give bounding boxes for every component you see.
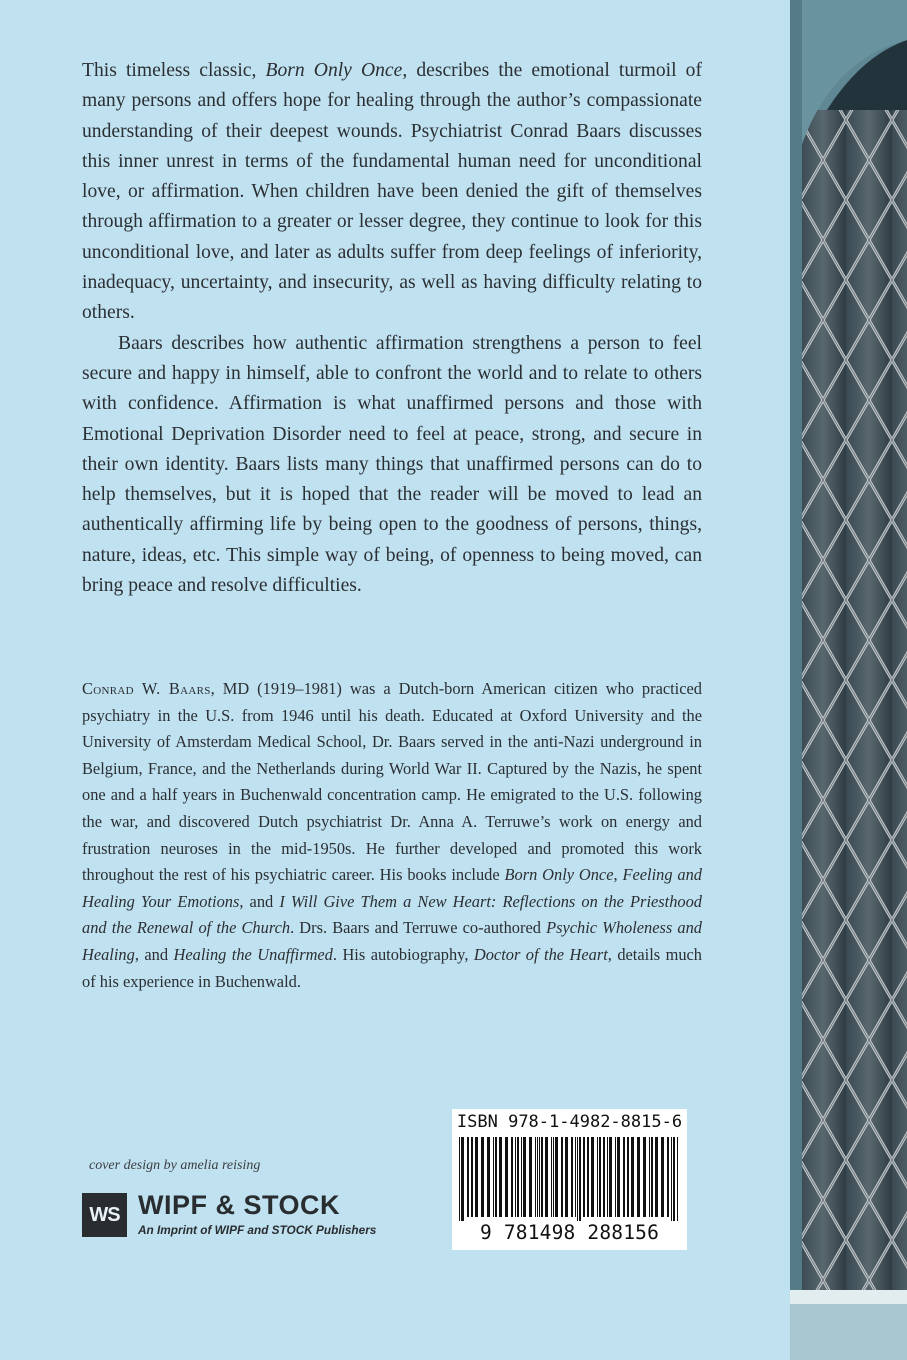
blurb-paragraph-2: Baars describes how authentic affirmation strengthens a person to feel secure and happy in himself, able to confront the world and to relate to others with confidence. Affirmation is what unaffirmed persons and those with Emotional Deprivation Disorder need to feel at peace, strong, and secure in their own identity. Baars lists many things that unaffirmed persons can do to help themselves, but it is hoped that the reader will be moved to lead an authentically affirming life by being open to the goodness of persons, things, nature, ideas, etc. This simple way of being, of openness to being moved, can bring peace and resolve difficulties.: [82, 332, 702, 597]
blurb-text: This timeless classic,: [82, 60, 266, 81]
barcode-bar: [551, 1137, 552, 1217]
barcode-bar: [599, 1137, 601, 1217]
blurb-paragraph-1: [82, 56, 702, 329]
isbn-label: ISBN 978-1-4982-8815-6: [456, 1112, 683, 1132]
barcode-bar: [487, 1137, 490, 1217]
barcode-bar: [661, 1137, 664, 1217]
publisher-logo-icon: WS: [82, 1193, 127, 1237]
barcode-bar: [459, 1137, 460, 1221]
barcode-bar: [561, 1137, 563, 1217]
barcode-bar: [523, 1137, 526, 1217]
barcode-bar: [511, 1137, 513, 1217]
book-title: Feeling and Healing Your Emotions: [82, 865, 702, 911]
blurb-text: , describes the emotional turmoil of many persons and offers hope for healing through the author’s compassionate understanding of their deepest wounds. Psychiatrist Conrad Baars discusses this inner unrest in terms of the fundamental human need for unconditional love, or affirmation. When children have been denied the gift of themselves through affirmation to a greater or lesser degree, they continue to look for this unconditional love, and later as adults suffer from deep feelings of inferiority, inadequacy, uncertainty, and insecurity, as well as having difficulty relating to others.: [82, 60, 702, 324]
barcode-bar: [615, 1137, 616, 1217]
barcode-bar: [649, 1137, 650, 1217]
bio-text: . Drs. Baars and Terruwe co-authored: [290, 918, 547, 938]
barcode-bar: [461, 1137, 464, 1221]
barcode-bar: [617, 1137, 620, 1217]
barcode-bar: [609, 1137, 612, 1217]
barcode-bar: [577, 1137, 578, 1221]
cover-design-credit: cover design by amelia reising: [89, 1158, 261, 1173]
barcode-bar: [537, 1137, 538, 1217]
barcode-bar: [627, 1137, 629, 1217]
barcode-bar: [475, 1137, 478, 1217]
barcode-bar: [499, 1137, 502, 1217]
blurb: [82, 56, 702, 601]
barcode-bar: [521, 1137, 522, 1217]
bio-text: . His autobiography,: [332, 944, 474, 964]
barcode-bar: [623, 1137, 625, 1217]
isbn-barcode: [452, 1109, 687, 1250]
bio-text: ,: [613, 865, 623, 885]
barcode-bar: [673, 1137, 675, 1221]
barcode-bar: [493, 1137, 494, 1217]
publisher-logo-block: [82, 1190, 422, 1250]
bio-text: , and: [134, 944, 174, 964]
barcode-bar: [587, 1137, 589, 1217]
barcode-bar: [529, 1137, 532, 1217]
barcode-bar: [575, 1137, 576, 1217]
barcode-bar: [583, 1137, 585, 1217]
book-title: Born Only Once: [504, 865, 614, 885]
bio-text: , MD (1919–1981) was a Dutch-born American citizen who practiced psychiatry in the U.S. from 1946 until his death. Educated at Oxford University and the University of Amsterdam Medical School, Dr. Baars served in the anti-Nazi underground in Belgium, France, and the Netherlands during World War II. Captured by the Nazis, he spent one and a half years in Buchenwald concentration camp. He emigrated to the U.S. following the war, and discovered Dutch psychiatrist Dr. Anna A. Terruwe’s work on energy and frustration neuroses in the mid-1950s. He further developed and promoted this work throughout the rest of his psychiatric career. His books include: [82, 679, 702, 885]
book-title: Born Only Once: [265, 60, 403, 81]
window-photo-image: [790, 0, 907, 1360]
barcode-bar: [597, 1137, 598, 1217]
barcode-bar: [677, 1137, 678, 1221]
barcode-bar: [505, 1137, 508, 1217]
barcode-bar: [495, 1137, 497, 1217]
book-title: Psychic Wholeness and Healing: [82, 918, 702, 964]
author-name: Conrad W. Baars: [82, 679, 211, 698]
barcode-bar: [607, 1137, 608, 1217]
barcode-bar: [517, 1137, 519, 1217]
barcode-bar: [671, 1137, 672, 1221]
barcode-bar: [545, 1137, 548, 1217]
book-title: Healing the Unaffirmed: [173, 944, 333, 964]
publisher-name: WIPF & STOCK: [138, 1190, 341, 1220]
barcode-bar: [579, 1137, 581, 1221]
barcode-bars: [457, 1137, 682, 1221]
bio-text: , details much of his experience in Buchenwald.: [82, 944, 703, 991]
barcode-bar: [591, 1137, 594, 1217]
barcode-bar: [535, 1137, 536, 1217]
barcode-bar: [481, 1137, 484, 1217]
author-bio-paragraph: [82, 676, 702, 995]
barcode-bar: [667, 1137, 669, 1217]
barcode-bar: [643, 1137, 646, 1217]
bio-text: , and: [239, 891, 280, 911]
barcode-bar: [553, 1137, 554, 1217]
barcode-bar: [467, 1137, 469, 1217]
barcode-bar: [555, 1137, 558, 1217]
barcode-bar: [515, 1137, 516, 1217]
publisher-imprint: An Imprint of WIPF and STOCK Publishers: [138, 1223, 377, 1237]
barcode-bar: [541, 1137, 543, 1217]
barcode-bar: [471, 1137, 473, 1217]
author-bio: [82, 676, 702, 995]
book-title: I Will Give Them a New Heart: Reflections on the Priesthood and the Renewal of the Church: [82, 891, 702, 938]
cover-photo-leaded-window: [790, 0, 907, 1360]
barcode-bar: [539, 1137, 540, 1217]
barcode-bar: [631, 1137, 634, 1217]
isbn-digits: 9 781498 288156: [479, 1221, 660, 1244]
barcode-bar: [655, 1137, 658, 1217]
barcode-bar: [651, 1137, 653, 1217]
barcode-bar: [603, 1137, 605, 1217]
book-title: Doctor of the Heart: [473, 944, 608, 964]
barcode-bar: [565, 1137, 568, 1217]
barcode-bar: [637, 1137, 640, 1217]
barcode-bar: [571, 1137, 573, 1217]
